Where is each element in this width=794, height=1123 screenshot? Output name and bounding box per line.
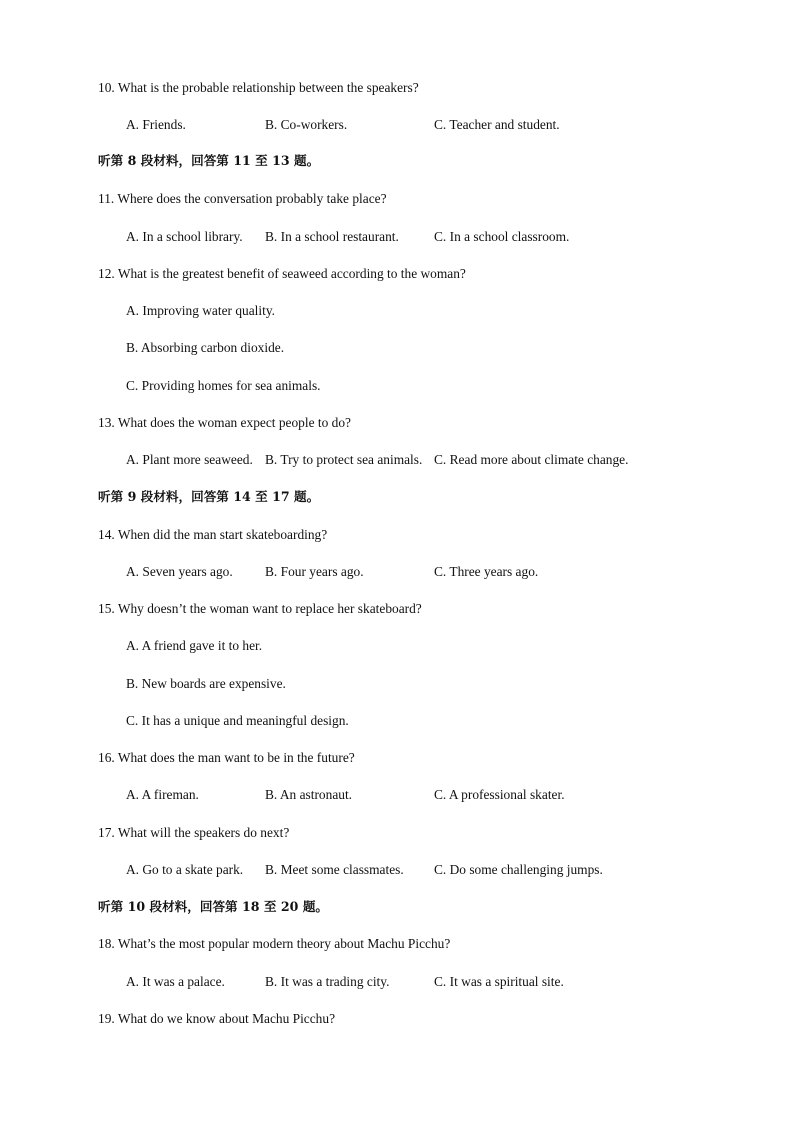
option-12c: C. Providing homes for sea animals. [126,378,321,393]
option-12b: B. Absorbing carbon dioxide. [126,340,285,355]
option-11b: B. In a school restaurant. [265,229,399,244]
question-16: 16. What does the man want to be in the future? [98,750,355,765]
question-17: 17. What will the speakers do next? [98,825,290,840]
option-10c: C. Teacher and student. [434,117,560,132]
question-15: 15. Why doesn’t the woman want to replace her skateboard? [98,601,422,616]
option-13a: A. Plant more seaweed. [126,452,253,467]
option-13b: B. Try to protect sea animals. [265,452,423,467]
option-18c: C. It was a spiritual site. [434,974,564,989]
question-14: 14. When did the man start skateboarding? [98,527,328,542]
question-13: 13. What does the woman expect people to do? [98,415,351,430]
question-18: 18. What’s the most popular modern theory about Machu Picchu? [98,936,451,951]
option-10b: B. Co-workers. [265,117,348,132]
option-12a: A. Improving water quality. [126,303,275,318]
option-14c: C. Three years ago. [434,564,539,579]
section-header-10: 听第 10 段材料，回答第 18 至 20 题。 [98,899,329,914]
section-header-9: 听第 9 段材料，回答第 14 至 17 题。 [98,489,320,504]
option-13c: C. Read more about climate change. [434,452,629,467]
option-16b: B. An astronaut. [265,787,353,802]
option-15b: B. New boards are expensive. [126,676,286,691]
option-14b: B. Four years ago. [265,564,364,579]
question-10: 10. What is the probable relationship between the speakers? [98,80,419,95]
section-header-8: 听第 8 段材料，回答第 11 至 13 题。 [98,153,320,168]
option-10a: A. Friends. [126,117,186,132]
question-12: 12. What is the greatest benefit of seaweed according to the woman? [98,266,466,281]
option-17a: A. Go to a skate park. [126,862,244,877]
option-16c: C. A professional skater. [434,787,565,802]
option-17b: B. Meet some classmates. [265,862,404,877]
option-15c: C. It has a unique and meaningful design. [126,713,349,728]
option-11c: C. In a school classroom. [434,229,570,244]
option-15a: A. A friend gave it to her. [126,638,263,653]
question-19: 19. What do we know about Machu Picchu? [98,1011,336,1026]
option-14a: A. Seven years ago. [126,564,233,579]
option-17c: C. Do some challenging jumps. [434,862,603,877]
question-11: 11. Where does the conversation probably take place? [98,191,387,206]
option-18b: B. It was a trading city. [265,974,390,989]
option-18a: A. It was a palace. [126,974,225,989]
option-16a: A. A fireman. [126,787,199,802]
option-11a: A. In a school library. [126,229,243,244]
